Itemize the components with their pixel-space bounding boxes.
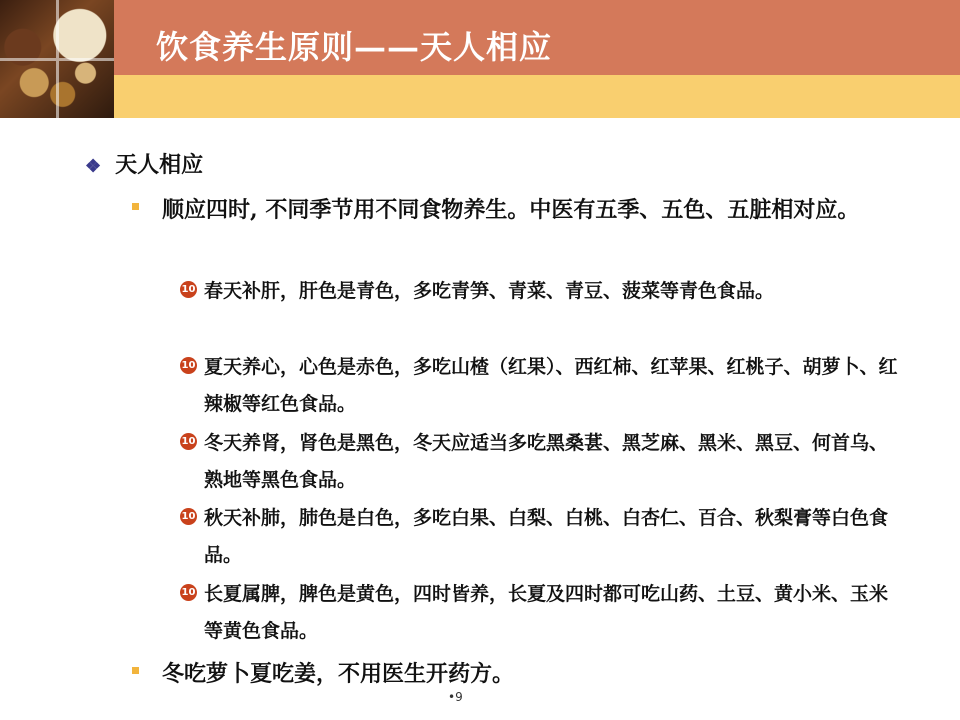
list-item-text: 秋天补肺，肺色是白色，多吃白果、白梨、白桃、白杏仁、百合、秋梨膏等白色食品。 xyxy=(204,507,889,566)
list-item xyxy=(180,425,905,499)
intro-item xyxy=(132,193,912,227)
square-bullet-icon xyxy=(132,667,139,674)
list-item xyxy=(180,349,905,423)
circled-number-icon: 10 xyxy=(180,433,197,450)
closing-text: 冬吃萝卜夏吃姜，不用医生开药方。 xyxy=(162,661,515,687)
list-item-text: 长夏属脾，脾色是黄色，四时皆养，长夏及四时都可吃山药、土豆、黄小米、玉米等黄色食品。 xyxy=(204,583,889,642)
list-item xyxy=(180,273,905,310)
closing-item xyxy=(132,657,912,691)
circled-number-icon: 10 xyxy=(180,281,197,298)
list-item-text: 冬天养肾，肾色是黑色，冬天应适当多吃黑桑葚、黑芝麻、黑米、黑豆、何首乌、熟地等黑色食品。 xyxy=(204,432,889,491)
circled-number-icon: 10 xyxy=(180,508,197,525)
heading-item xyxy=(85,148,203,179)
square-bullet-icon xyxy=(132,203,139,210)
slide-title: 饮食养生原则——天人相应 xyxy=(156,28,553,66)
intro-text: 顺应四时, 不同季节用不同食物养生。中医有五季、五色、五脏相对应。 xyxy=(162,197,860,223)
list-item xyxy=(180,576,905,650)
list-item-text: 春天补肝，肝色是青色，多吃青笋、青菜、青豆、菠菜等青色食品。 xyxy=(204,280,775,302)
heading-text: 天人相应 xyxy=(115,152,204,178)
page-number: •9 xyxy=(448,690,463,704)
list-item-text: 夏天养心，心色是赤色，多吃山楂（红果）、西红柿、红苹果、红桃子、胡萝卜、红辣椒等红色食品。 xyxy=(204,356,898,415)
list-item xyxy=(180,500,905,574)
circled-number-icon: 10 xyxy=(180,357,197,374)
circled-number-icon: 10 xyxy=(180,584,197,601)
diamond-bullet-icon: ❖ xyxy=(85,156,102,177)
